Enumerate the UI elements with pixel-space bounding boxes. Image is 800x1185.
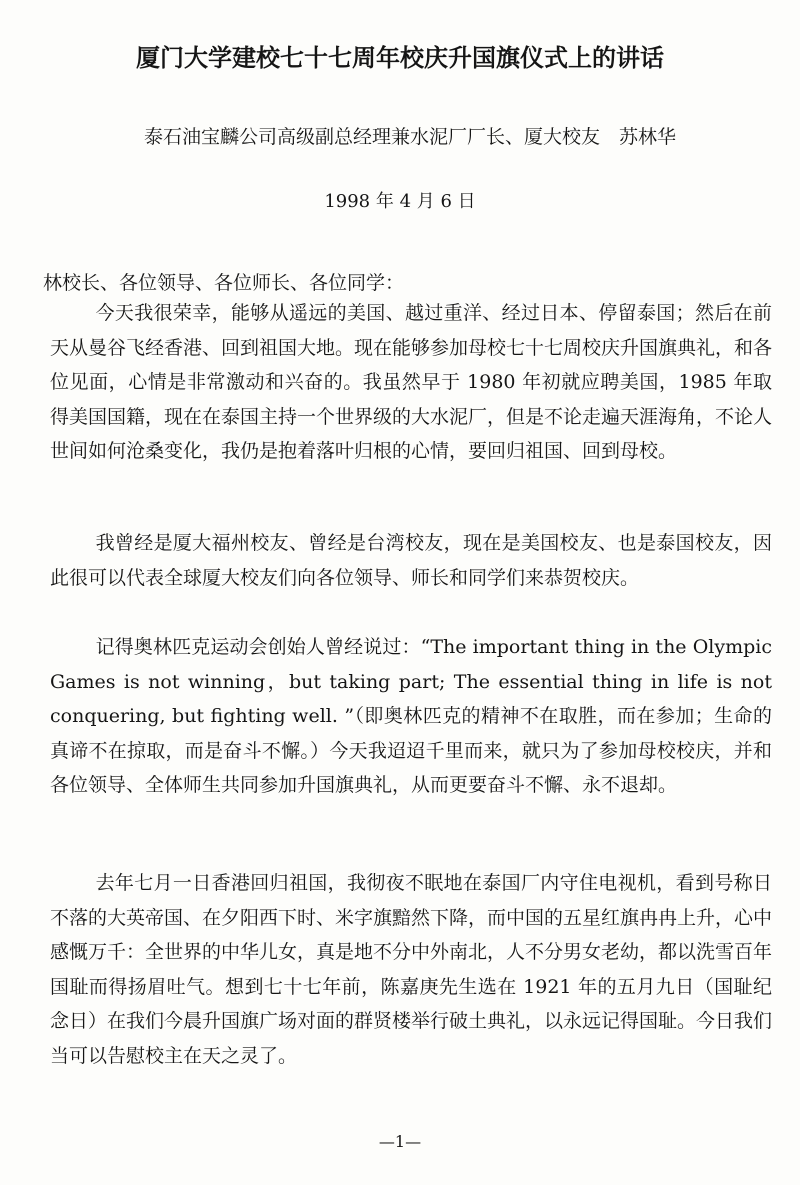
page-number: —1—	[378, 1132, 422, 1151]
salutation: 林校长、各位领导、各位师长、各位同学：	[43, 272, 405, 294]
speaker-byline: 泰石油宝麟公司高级副总经理兼水泥厂厂长、厦大校友 苏林华	[143, 126, 676, 148]
paragraph-4: 去年七月一日香港回归祖国，我彻夜不眠地在泰国厂内守住电视机，看到号称日不落的大英帝国、在夕阳西下时、米字旗黯然下降，而中国的五星红旗冉冉上升，心中感慨万千：全世界的中华儿女，真是地不分中外南北，人不分男女老幼，都以洗雪百年国耻而得扬眉吐气。想到七十七年前，陈嘉庚先生选在 1921 年的五月九日（国耻纪念日）在我们今晨升国旗广场对面的群贤楼举行破土典礼，以永远记得国耻。今日我们当可以告慰校主在天之灵了。	[50, 872, 773, 1067]
document-title: 厦门大学建校七十七周年校庆升国旗仪式上的讲话	[136, 44, 664, 72]
speech-date: 1998 年 4 月 6 日	[324, 191, 476, 212]
paragraph-1: 今天我很荣幸，能够从遥远的美国、越过重洋、经过日本、停留泰国；然后在前天从曼谷飞经香港、回到祖国大地。现在能够参加母校七十七周校庆升国旗典礼，和各位见面，心情是非常激动和兴奋的。我虽然早于 1980 年初就应聘美国，1985 年取得美国国籍，现在在泰国主持一个世界级的大水泥厂，但是不论走遍天涯海角，不论人世间如何沧桑变化，我仍是抱着落叶归根的心情，要回归祖国、回到母校。	[50, 302, 773, 462]
paragraph-3: 记得奥林匹克运动会创始人曾经说过：“The important thing in the Olympic Games is not winning，but taking part; The essential thing in life is not conquering, but fighting well. ”（即奥林匹克的精神不在取胜，而在参加；生命的真谛不在掠取，而是奋斗不懈。）今天我迢迢千里而来，就只为了参加母校校庆，并和各位领导、全体师生共同参加升国旗典礼，从而更要奋斗不懈、永不退却。	[50, 636, 772, 796]
paragraph-2: 我曾经是厦大福州校友、曾经是台湾校友，现在是美国校友、也是泰国校友，因此很可以代表全球厦大校友们向各位领导、师长和同学们来恭贺校庆。	[50, 532, 772, 589]
